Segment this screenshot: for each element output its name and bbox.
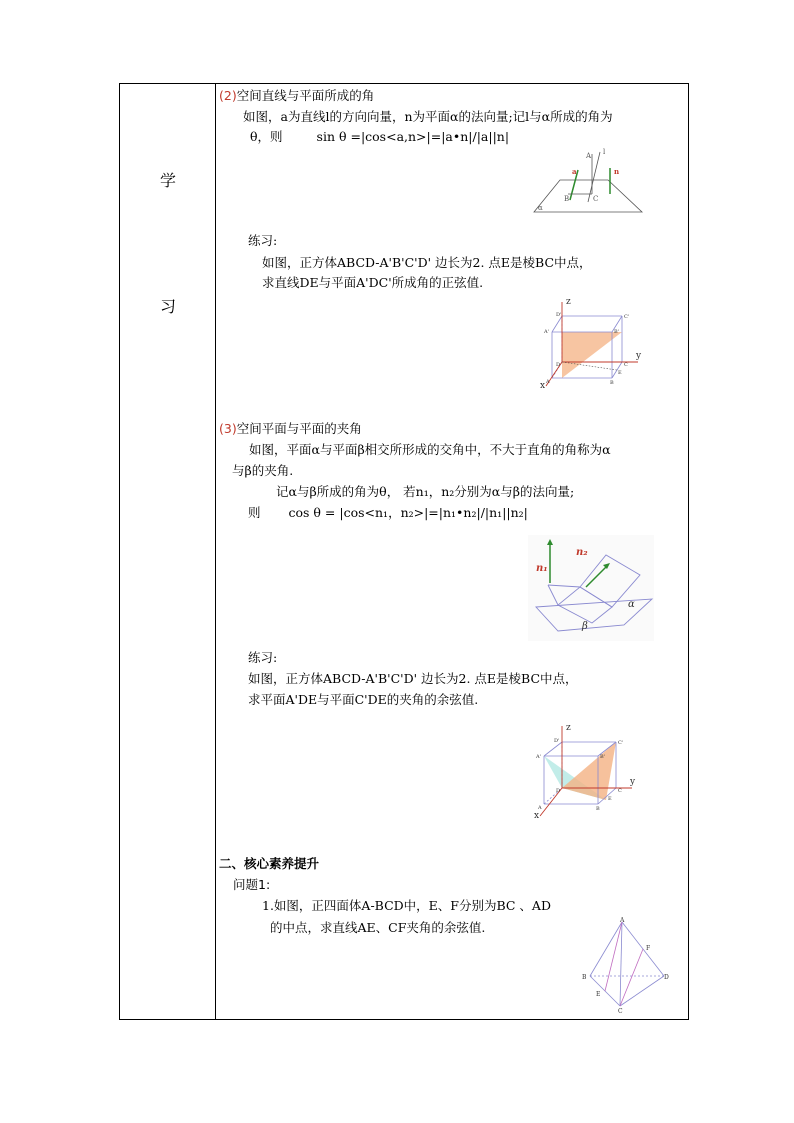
cube1-axis-z: z xyxy=(566,297,571,307)
sec3-practice-line1: 如图，正方体ABCD-A'B'C'D' 边长为2. 点E是棱BC中点， xyxy=(248,671,578,686)
core-question-line1: 1.如图，正四面体A-BCD中，E、F分别为BC 、AD xyxy=(262,898,551,913)
sidebar-char-xi: 习 xyxy=(160,297,177,316)
sec2-formula: sin θ =|cos<a,n>|=|a•n|/|a||n| xyxy=(316,129,510,144)
fig2-label-n1: n₁ xyxy=(536,563,548,574)
tetra-label-E: E xyxy=(596,991,601,998)
cube2-label-B1: B' xyxy=(600,754,606,760)
cube-figure-2 xyxy=(532,720,638,822)
tetra-label-F: F xyxy=(646,945,651,952)
sec3-title: 空间平面与平面的夹角 xyxy=(236,421,362,436)
sec3-number: (3) xyxy=(219,421,237,436)
tetra-label-B: B xyxy=(582,974,587,981)
sec3-practice-line2: 求平面A'DE与平面C'DE的夹角的余弦值. xyxy=(248,692,479,707)
cube1-axis-y: y xyxy=(636,351,642,361)
sec2-practice-title: 练习: xyxy=(248,233,278,248)
cube2-axis-y: y xyxy=(630,777,636,787)
cube1-label-B: B xyxy=(610,380,614,386)
fig1-label-l: l xyxy=(603,148,606,156)
fig2-label-alpha: α xyxy=(628,599,635,610)
sec3-heading xyxy=(219,421,362,437)
sec2-text-line2 xyxy=(250,129,509,145)
core-heading: 二、核心素养提升 xyxy=(219,856,320,871)
cube2-label-C: C xyxy=(618,788,622,794)
sec3-formula: cos θ = |cos<n₁，n₂>|=|n₁•n₂|/|n₁||n₂| xyxy=(288,505,528,520)
cube2-label-B: B xyxy=(596,806,600,812)
sec2-heading xyxy=(219,88,374,104)
sidebar-char-xue: 学 xyxy=(160,171,177,190)
sec2-practice-line2: 求直线DE与平面A'DC'所成角的正弦值. xyxy=(262,275,484,290)
cube2-label-D: D xyxy=(556,788,561,794)
sec2-title: 空间直线与平面所成的角 xyxy=(236,88,375,103)
sec2-text-line2-prefix: θ，则 xyxy=(250,129,283,144)
fig1-label-B: B xyxy=(564,195,570,203)
cube2-label-D1: D' xyxy=(554,738,560,744)
cube2-label-A: A xyxy=(538,805,542,811)
fig1-label-alpha: α xyxy=(538,204,543,212)
cube1-label-D: D xyxy=(556,362,561,368)
cube1-label-B1: B' xyxy=(614,329,620,335)
tetrahedron-figure xyxy=(580,916,670,1014)
tetra-label-C: C xyxy=(618,1008,623,1014)
fig2-label-n2: n₂ xyxy=(576,547,588,558)
sec2-practice-line1: 如图，正方体ABCD-A'B'C'D' 边长为2. 点E是棱BC中点， xyxy=(262,255,592,270)
cube2-label-C1: C' xyxy=(618,740,624,746)
sec2-text-line1: 如图，a为直线l的方向向量，n为平面α的法向量;记l与α所成的角为 xyxy=(243,109,613,124)
cube2-label-E: E xyxy=(608,796,612,802)
fig1-label-A: A xyxy=(586,152,592,160)
fig1-label-C: C xyxy=(593,195,599,203)
cube1-label-C: C xyxy=(624,362,628,368)
core-question-line2: 的中点，求直线AE、CF夹角的余弦值. xyxy=(270,920,486,935)
fig1-label-a: a xyxy=(572,167,577,176)
cube2-axis-x: x xyxy=(534,811,540,821)
cube1-label-E: E xyxy=(618,370,622,376)
cube1-label-A1: A' xyxy=(544,329,549,335)
fig2-label-beta: β xyxy=(582,621,588,632)
sec2-number: (2) xyxy=(219,88,237,103)
cube2-label-A1: A' xyxy=(536,754,541,760)
cube2-axis-z: z xyxy=(566,723,571,733)
plane-plane-angle-figure xyxy=(528,535,654,641)
fig1-label-n: n xyxy=(614,167,620,176)
sec3-text-line4-prefix: 则 xyxy=(248,505,261,520)
sec3-practice-title: 练习: xyxy=(248,650,278,665)
cube1-label-A: A xyxy=(546,379,550,385)
sec3-text-line4 xyxy=(248,505,528,521)
cube-figure-1 xyxy=(538,296,648,392)
cube1-label-D1: D' xyxy=(556,312,562,318)
line-plane-angle-figure xyxy=(530,146,645,216)
sec3-text-line3: 记α与β所成的角为θ， 若n₁，n₂分别为α与β的法向量; xyxy=(276,484,575,499)
core-question-label: 问题1: xyxy=(233,877,271,892)
tetra-label-A: A xyxy=(620,917,625,924)
cube1-axis-x: x xyxy=(540,381,546,391)
cube1-label-C1: C' xyxy=(624,314,630,320)
column-divider xyxy=(215,83,216,1020)
sec3-text-line1: 如图，平面α与平面β相交所形成的交角中，不大于直角的角称为α xyxy=(249,442,611,457)
sec3-text-line2: 与β的夹角. xyxy=(232,463,294,478)
tetra-label-D: D xyxy=(664,974,669,981)
